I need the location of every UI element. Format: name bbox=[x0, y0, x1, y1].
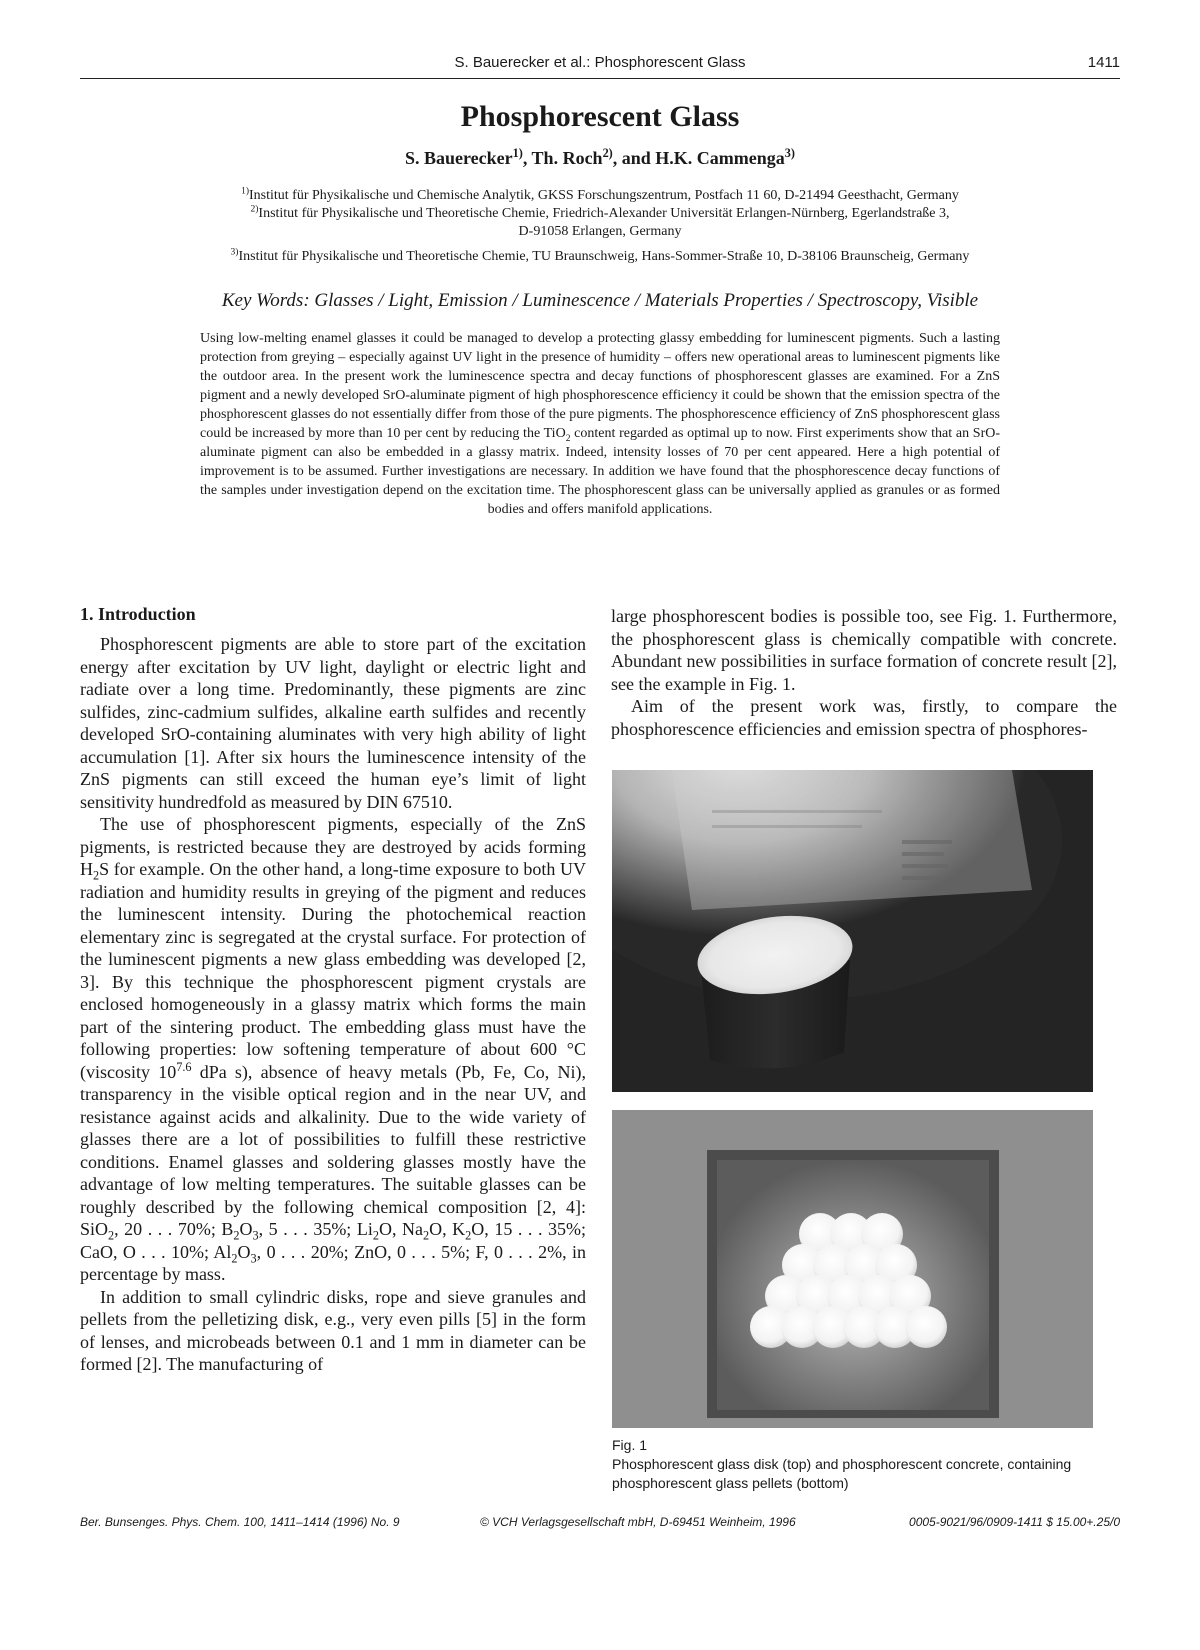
paragraph: Phosphorescent pigments are able to store part of the excitation energy after excitation by UV light, daylight or electric light and radiate over a long time. Predominantly, these pigments are zinc sulfides, zinc-cadmium sulfides, alkaline earth sulfides and recently developed SrO-containing aluminates with very high ability of light accumulation [1]. After six hours the luminescence intensity of the ZnS pigments can still exceed the human eye’s limit of light sensitivity hundredfold as measured by DIN 67510. bbox=[80, 634, 586, 812]
publisher-line: © VCH Verlagsgesellschaft mbH, D-69451 Weinheim, 1996 bbox=[480, 1515, 796, 1529]
author-separator: , and bbox=[612, 148, 656, 168]
paragraph: Aim of the present work was, firstly, to compare the phosphorescence efficiencies and emission spectra of phosphores- bbox=[611, 696, 1117, 739]
affiliation-mark: 2) bbox=[250, 204, 259, 215]
author-name: S. Bauerecker bbox=[405, 148, 513, 168]
affiliation-text: Institut für Physikalische und Chemische Analytik, GKSS Forschungszentrum, Postfach 11 60, D-21494 Geesthacht, Germany bbox=[249, 188, 959, 203]
paragraph: The use of phosphorescent pigments, especially of the ZnS pigments, is restricted because they are destroyed by acids forming $H_2S$ for example. On the other hand, a long-time exposure to both UV radiation and humidity results in greying of the pigment and reduces the luminescent intensity. During the photochemical reaction elementary zinc is segregated at the crystal surface. For protection of the luminescent pigments a new glass embedding was developed [2, 3]. By this technique the phosphorescent pigment crystals are enclosed homogeneously in a glassy matrix which forms the main part of the sintering product. The embedding glass must have the following properties: low softening temperature of about 600 °C (viscosity $10^{7.6}$ dPa s), absence of heavy metals (Pb, Fe, Co, Ni), transparency in the visible optical region and in the near UV, and resistance against acids and alkalinity. Due to the wide variety of glasses there are a lot of possibilities to fulfill these restrictive conditions. Enamel glasses and soldering glasses mostly have the advantage of low melting temperatures. The suitable glasses can be roughly described by the following chemical composition [2, 4]: SiO$_2$, 20 . . . 70%; $B_2O_3$, 5 . . . 35%; $Li_2O$, $Na_2O$, $K_2O$, 15 . . . 35%; CaO, O . . . 10%; $Al_2O_3$, 0 . . . 20%; ZnO, 0 . . . 5%; F, 0 . . . 2%, in percentage by mass. bbox=[80, 814, 586, 1284]
affiliation bbox=[80, 248, 1120, 266]
affiliation bbox=[80, 205, 1120, 241]
body-column-left bbox=[80, 633, 586, 1376]
affiliation bbox=[80, 187, 1120, 205]
author-name: H.K. Cammenga bbox=[655, 148, 785, 168]
author-line bbox=[0, 148, 1200, 169]
author-affiliation-mark: 1) bbox=[512, 146, 523, 160]
concrete-pellets-image bbox=[612, 1110, 1093, 1428]
paragraph: In addition to small cylindric disks, rope and sieve granules and pellets from the pelletizing disk, e.g., very even pills [5] in the form of lenses, and microbeads between 0.1 and 1 mm in diameter can be formed [2]. The manufacturing of bbox=[80, 1286, 586, 1374]
keywords: Key Words: Glasses / Light, Emission / Luminescence / Materials Properties / Spectroscopy, Visible bbox=[221, 290, 979, 311]
running-title: S. Bauerecker et al.: Phosphorescent Glass bbox=[454, 54, 746, 71]
glass-disk-image bbox=[612, 770, 1093, 1092]
journal-citation: Ber. Bunsenges. Phys. Chem. 100, 1411–1414 (1996) No. 9 bbox=[80, 1515, 400, 1529]
affiliation-text: Institut für Physikalische und Theoretische Chemie, TU Braunschweig, Hans-Sommer-Straße 10, D-38106 Braunscheig, Germany bbox=[238, 249, 970, 264]
figure-caption: Phosphorescent glass disk (top) and phosphorescent concrete, containing phosphorescent glass pellets (bottom) bbox=[612, 1456, 1072, 1491]
running-header bbox=[80, 52, 1120, 79]
author-affiliation-mark: 2) bbox=[602, 146, 613, 160]
affiliation-mark: 1) bbox=[241, 186, 250, 197]
abstract-text: content regarded as optimal up to now. First experiments show that an SrO-aluminate pigment can also be embedded in a glassy matrix. Indeed, intensity losses of 70 per cent appeared. Here a high potential of improvement is to be assumed. Further investigations are necessary. In addition we have found that the phosphorescence decay functions of the samples under investigation depend on the excitation time. The phosphorescent glass can be universally applied as granules or as formed bodies and offers manifold applications. bbox=[200, 426, 1001, 517]
paragraph: large phosphorescent bodies is possible too, see Fig. 1. Furthermore, the phosphorescent glass is chemically compatible with concrete. Abundant new possibilities in surface formation of concrete result [2], see the example in Fig. 1. bbox=[611, 606, 1117, 694]
article-title: Phosphorescent Glass bbox=[460, 100, 740, 133]
figure-photo-concrete bbox=[612, 1110, 1093, 1428]
abstract-text: Using low-melting enamel glasses it could be managed to develop a protecting glassy embedding for luminescent pigments. Such a lasting protection from greying – especially against UV light in the presence of humidity – offers new operational areas to luminescent pigments like the outdoor area. In the present work the luminescence spectra and decay functions of phosphorescent glasses are examined. For a ZnS pigment and a newly developed SrO-aluminate pigment of high phosphorescence efficiency it could be shown that the emission spectra of the phosphorescent glasses do not essentially differ from those of the pure pigments. The phosphorescence efficiency of ZnS phosphorescent glass could be increased by more than 10 per cent by reducing the TiO bbox=[200, 331, 1000, 441]
figure-photo-glass-disk bbox=[612, 770, 1093, 1092]
figure-label: Fig. 1 bbox=[612, 1437, 648, 1453]
section-heading: 1. Introduction bbox=[80, 604, 196, 624]
body-column-right bbox=[611, 605, 1117, 740]
author-name: Th. Roch bbox=[531, 148, 603, 168]
page-number: 1411 bbox=[1087, 54, 1120, 71]
abstract bbox=[200, 329, 1000, 519]
author-separator: , bbox=[522, 148, 532, 168]
affiliation-text: D-91058 Erlangen, Germany bbox=[518, 224, 682, 239]
affiliation-text: Institut für Physikalische und Theoretische Chemie, Friedrich-Alexander Universität Erlangen-Nürnberg, Egerlandstraße 3, bbox=[258, 206, 950, 221]
article-code: 0005-9021/96/0909-1411 $ 15.00+.25/0 bbox=[909, 1515, 1120, 1529]
author-affiliation-mark: 3) bbox=[784, 146, 795, 160]
abstract-subscript: 2 bbox=[565, 433, 571, 444]
affiliation-mark: 3) bbox=[230, 247, 239, 258]
